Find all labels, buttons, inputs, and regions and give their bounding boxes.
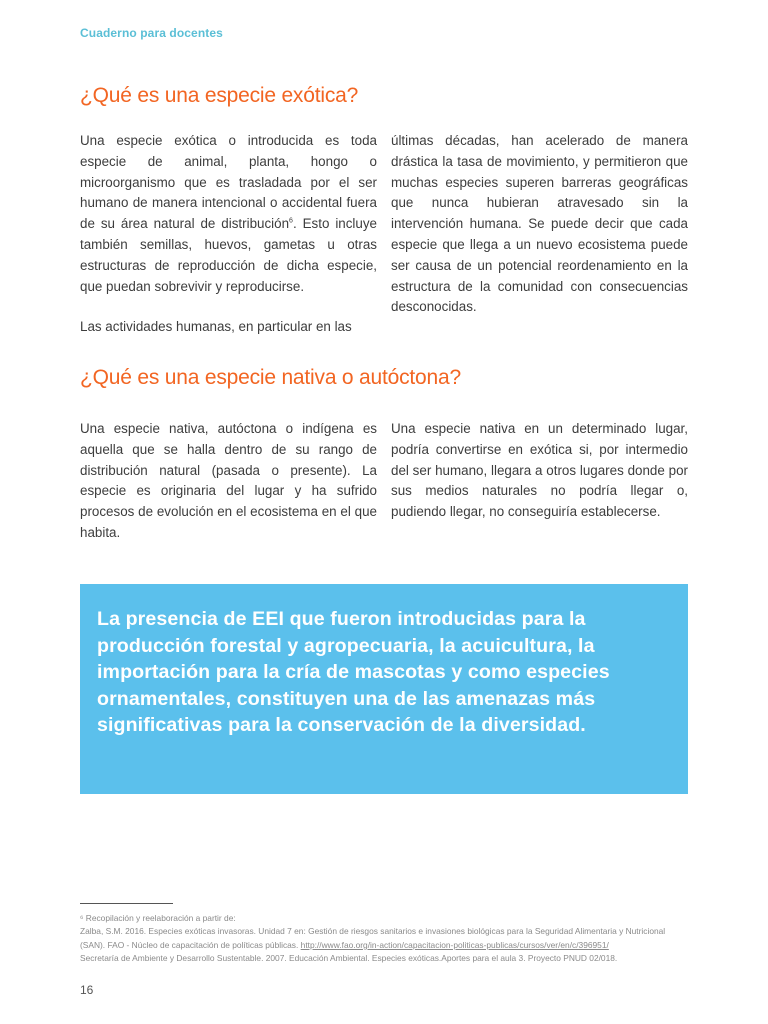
section2-right-paragraph-1: Una especie nativa en un determinado lugar, podría convertirse en exótica si, por intermedio del ser humano, llegara a otros lugares donde por sus medios naturales no podría llegar o, pudiendo llegar, no conseguiría establecerse. [391,421,688,520]
fao-course-link[interactable]: http://www.fao.org/in-action/capacitacion-politicas-publicas/cursos/ver/en/c/396951/ [300,939,609,950]
section1-right-paragraph-1: últimas décadas, han acelerado de manera drástica la tasa de movimiento, y permitieron que muchas especies superen barreras geográficas que nunca hubieran atravesado sin la intervención humana. Se puede decir que cada especie que llega a un nuevo ecosistema puede ser causa de un potencial reordenamiento en la estructura de la comunidad con consecuencias desconocidas. [391,133,688,315]
footnote-ref[interactable]: 6 [289,217,293,225]
footnote-line-1: ⁶ Recopilación y reelaboración a partir de: [80,913,236,923]
section1-left-paragraph-2: Las actividades humanas, en particular en las [80,319,352,335]
section-title-native-species: ¿Qué es una especie nativa o autóctona? [80,366,461,389]
highlight-callout-box [80,584,688,794]
footnote-divider [80,903,173,904]
section-title-exotic-species: ¿Qué es una especie exótica? [80,84,359,107]
section1-left-column [80,131,377,358]
callout-text: La presencia de EEI que fueron introducidas para la producción forestal y agropecuaria, la acuicultura, la importación para la cría de mascotas y como especies ornamentales, constituyen una de las amenazas más significativas para la conservación de la diversidad. [97,608,610,737]
section1-left-paragraph-1 [80,131,377,297]
section2-left-column [80,419,377,564]
footnote [80,912,688,966]
section2-left-paragraph-1: Una especie nativa, autóctona o indígena es aquella que se halla dentro de su rango de distribución natural (pasada o presente). La especie es originaria del lugar y ha sufrido procesos de evolución en el ecosistema en el que habita. [80,421,377,540]
footnote-line-2: Zalba, S.M. 2016. Especies exóticas invasoras. Unidad 7 en: Gestión de riesgos sanitarios e invasiones biológicas para la Seguridad Alimentaria y Nutricional [80,926,666,937]
paragraph-text: Una especie exótica o introducida es toda especie de animal, planta, hongo o microorganismo que es trasladada por el ser humano de manera intencional o accidental fuera de su área natural de distribución [80,133,377,232]
page-number: 16 [80,983,94,997]
running-head: Cuaderno para docentes [80,26,223,40]
footnote-line-4: Secretaría de Ambiente y Desarrollo Sustentable. 2007. Educación Ambiental. Especies exóticas.Aportes para el aula 3. Proyecto PNUD 02/018. [80,953,618,964]
section1-right-column [391,131,688,338]
paragraph-text: . Esto incluye también semillas, huevos, gametas u otras estructuras de reproducción de dicha especie, que puedan sobrevivir y reproducirse. [80,216,378,294]
footnote-line-3 [80,939,688,952]
footnote-line-3-text: (SAN). FAO - Núcleo de capacitación de políticas públicas. [80,939,301,950]
section2-right-column [391,419,688,543]
